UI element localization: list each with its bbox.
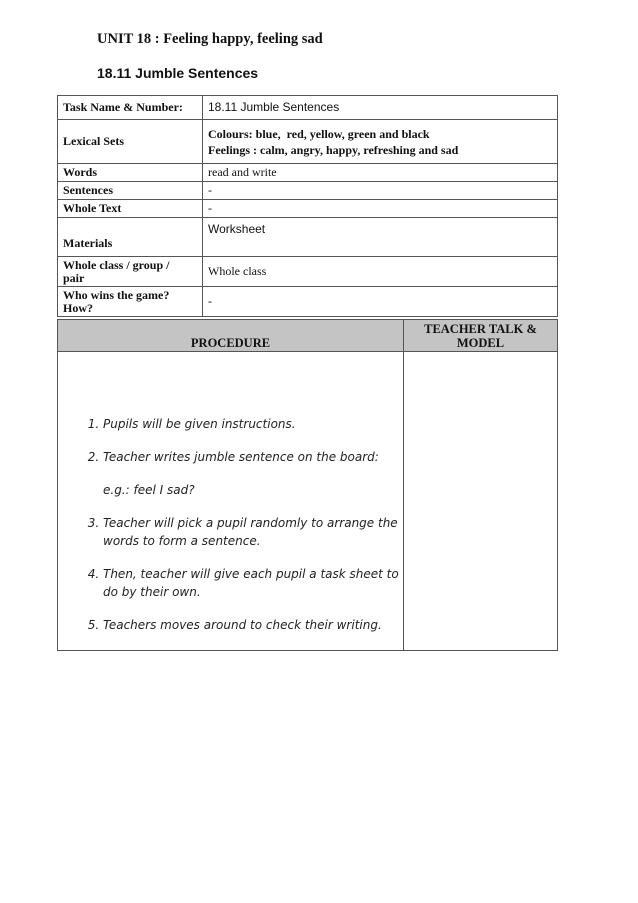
whole-text-row xyxy=(58,200,558,218)
words-value: read and write xyxy=(203,164,558,182)
sentences-value: - xyxy=(203,182,558,200)
grouping-row xyxy=(58,257,558,287)
lesson-title: 18.11 Jumble Sentences xyxy=(97,65,259,81)
teacher-talk-cell xyxy=(404,352,558,651)
procedure-step xyxy=(103,565,402,601)
lexical-sets-label: Lexical Sets xyxy=(58,120,203,164)
procedure-step xyxy=(103,514,402,550)
grouping-value: Whole class xyxy=(203,257,558,287)
procedure-header: PROCEDURE xyxy=(58,320,404,352)
lesson-info-table xyxy=(57,95,558,317)
task-name-row xyxy=(58,96,558,120)
winner-value: - xyxy=(203,287,558,317)
teacher-talk-header-line1: TEACHER TALK & xyxy=(424,322,537,336)
unit-title: UNIT 18 : Feeling happy, feeling sad xyxy=(97,31,323,47)
words-label: Words xyxy=(58,164,203,182)
procedure-steps-cell xyxy=(58,352,404,651)
sentences-label: Sentences xyxy=(58,182,203,200)
procedure-header-row xyxy=(58,320,558,352)
step-text: Pupils will be given instructions. xyxy=(103,417,296,431)
task-name-label: Task Name & Number: xyxy=(58,96,203,120)
grouping-label-line1: Whole class / group / xyxy=(63,257,170,272)
procedure-body-row xyxy=(58,352,558,651)
grouping-label-line2: pair xyxy=(63,270,85,285)
procedure-step xyxy=(103,616,402,634)
step-text: Then, teacher will give each pupil a task sheet to do by their own. xyxy=(103,567,399,599)
lexical-sets-row xyxy=(58,120,558,164)
words-row xyxy=(58,164,558,182)
teacher-talk-header-line2: MODEL xyxy=(456,336,505,350)
procedure-step xyxy=(103,415,402,433)
lexical-sets-value xyxy=(203,120,558,164)
procedure-table xyxy=(57,319,558,651)
step-text: Teacher will pick a pupil randomly to arrange the words to form a sentence. xyxy=(103,516,398,548)
task-name-value: 18.11 Jumble Sentences xyxy=(203,96,558,120)
lexical-sets-feelings: Feelings : calm, angry, happy, refreshing and sad xyxy=(208,142,459,157)
jumble-example: e.g.: feel I sad? xyxy=(103,483,195,497)
step-text: Teachers moves around to check their writing. xyxy=(103,618,382,632)
materials-row xyxy=(58,218,558,257)
winner-label-line1: Who wins the game? xyxy=(63,287,170,302)
procedure-step xyxy=(103,448,402,499)
grouping-label xyxy=(58,257,203,287)
sentences-row xyxy=(58,182,558,200)
winner-label-line2: How? xyxy=(63,300,93,315)
materials-label: Materials xyxy=(58,218,203,257)
winner-row xyxy=(58,287,558,317)
step-text: Teacher writes jumble sentence on the board: xyxy=(103,450,379,464)
whole-text-value: - xyxy=(203,200,558,218)
whole-text-label: Whole Text xyxy=(58,200,203,218)
procedure-steps xyxy=(59,415,402,634)
winner-label xyxy=(58,287,203,317)
materials-value: Worksheet xyxy=(203,218,558,257)
lexical-sets-colours: Colours: blue, red, yellow, green and black xyxy=(208,126,430,141)
teacher-talk-header xyxy=(404,320,558,352)
